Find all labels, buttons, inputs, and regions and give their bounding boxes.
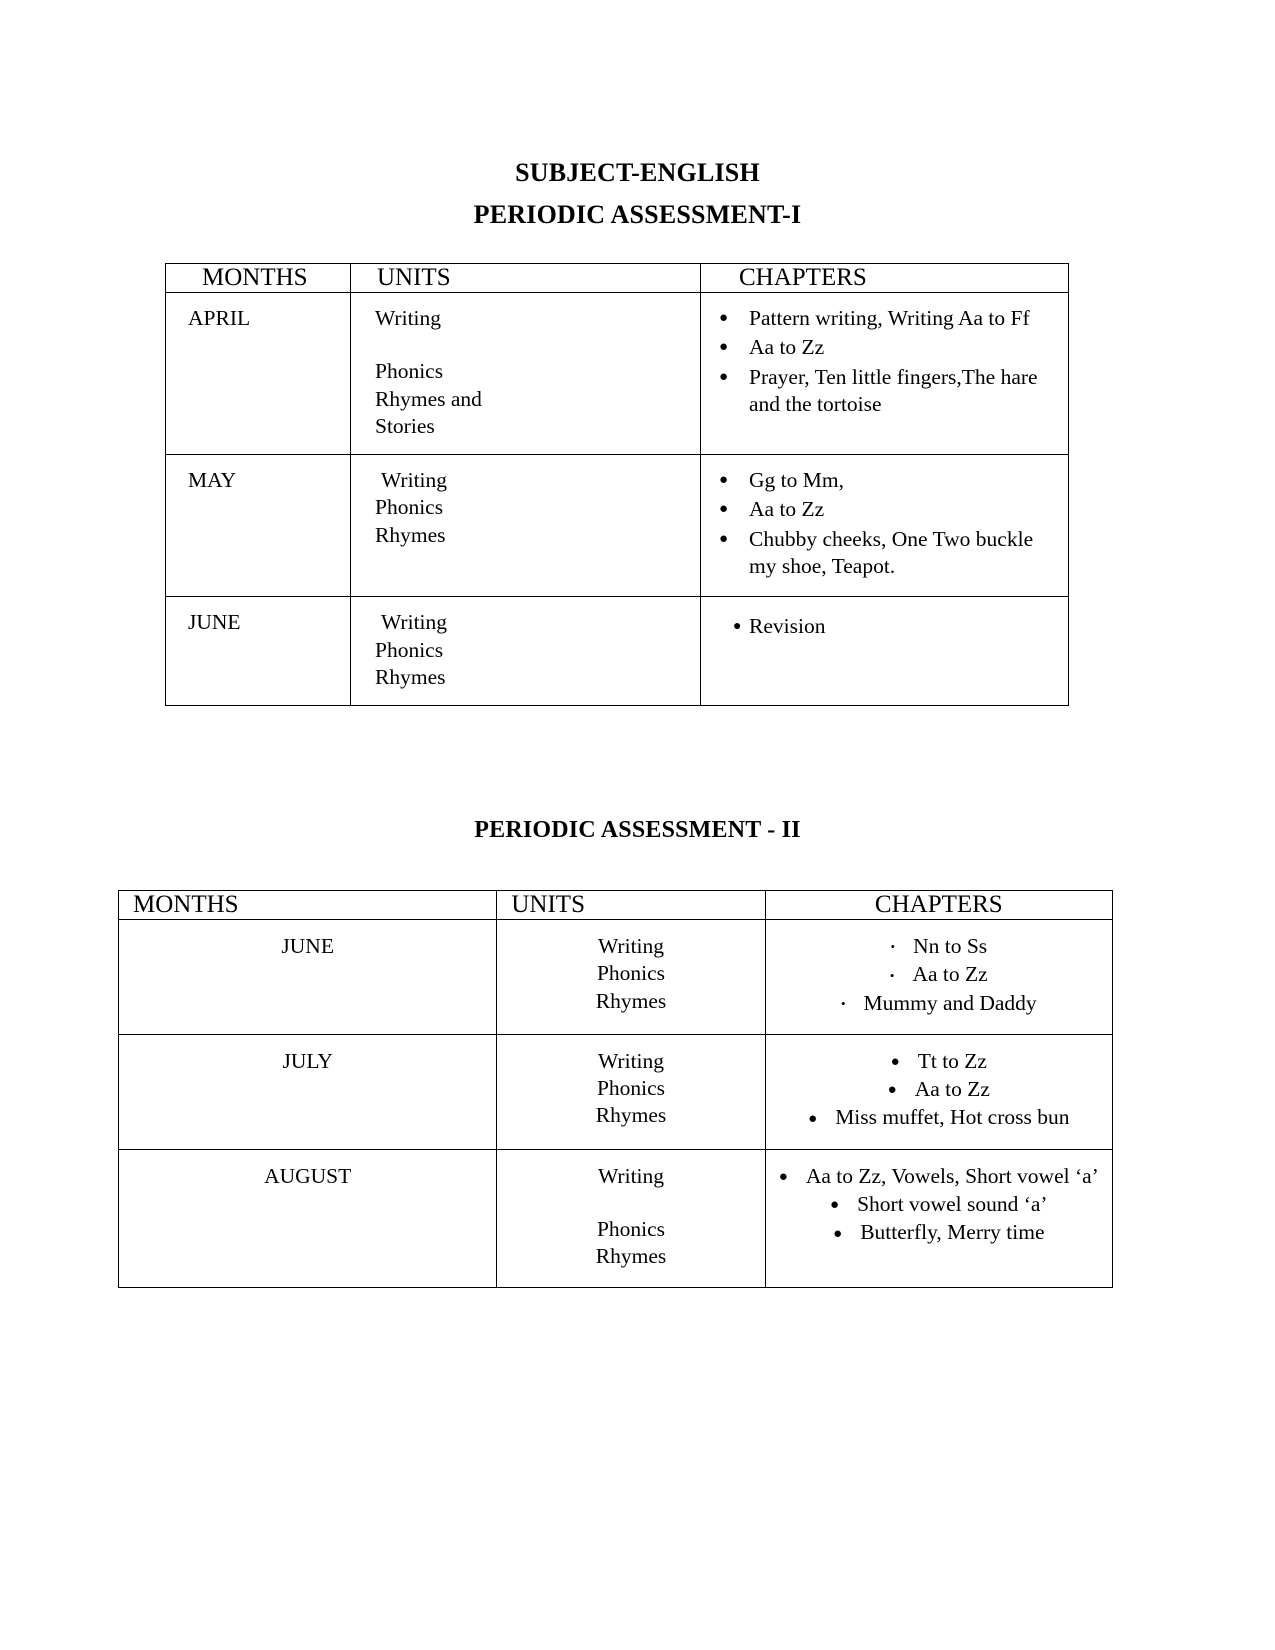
chapter-item: ● Tt to Zz <box>890 1048 987 1073</box>
chapter-list <box>729 613 1056 640</box>
cell-chapters <box>701 597 1069 706</box>
unit-item: Phonics <box>596 1076 666 1101</box>
bullet-icon: ● <box>887 1082 897 1099</box>
bullet-icon: • <box>890 939 896 955</box>
page-title-assessment-2: PERIODIC ASSESSMENT - II <box>474 817 801 843</box>
chapter-item: • Nn to Ss <box>890 934 988 958</box>
unit-item: Writing <box>598 1163 665 1188</box>
chapter-item: ● Aa to Zz <box>887 1077 990 1102</box>
chapter-item: ● Butterfly, Merry time <box>833 1220 1045 1245</box>
unit-item: Writing <box>381 468 448 493</box>
cell-units <box>351 455 701 597</box>
bullet-icon: ● <box>890 1054 900 1071</box>
unit-item: Phonics <box>375 359 444 384</box>
cell-units <box>497 1034 765 1149</box>
table-row <box>166 455 1069 597</box>
table-row <box>166 293 1069 455</box>
column-header-months: MONTHS <box>119 891 497 920</box>
chapter-item: ● Revision <box>729 613 1056 640</box>
unit-item: Writing <box>381 610 448 635</box>
chapter-item: • Aa to Zz <box>889 962 988 987</box>
chapter-list <box>774 1163 1104 1247</box>
unit-item: Phonics <box>596 961 666 986</box>
chapter-list <box>707 467 1056 580</box>
unit-item: Phonics <box>596 1217 666 1242</box>
chapter-item: ● Chubby cheeks, One Two buckle my shoe, Teapot. <box>707 526 1056 581</box>
chapter-item: ● Aa to Zz, Vowels, Short vowel ‘a’ <box>778 1163 1099 1188</box>
bullet-icon: ● <box>830 1197 840 1214</box>
page-title-subject: SUBJECT-ENGLISH <box>515 158 760 187</box>
chapter-item: ● Prayer, Ten little fingers,The hare and the tortoise <box>707 364 1056 419</box>
column-header-months: MONTHS <box>166 264 351 293</box>
cell-month: JUNE <box>119 920 497 1035</box>
unit-item: Writing <box>598 1048 665 1073</box>
cell-units <box>497 1149 765 1287</box>
cell-month: AUGUST <box>119 1149 497 1287</box>
unit-item: Rhymes <box>375 664 446 689</box>
unit-item: Phonics <box>375 637 444 662</box>
unit-item: Rhymes and <box>375 386 482 411</box>
cell-units <box>351 597 701 706</box>
chapter-item: • Mummy and Daddy <box>840 990 1037 1015</box>
chapter-item: ● Aa to Zz <box>707 496 1056 523</box>
chapter-item: ● Pattern writing, Writing Aa to Ff <box>707 305 1056 332</box>
chapter-list <box>774 1048 1104 1132</box>
cell-units <box>497 920 765 1035</box>
unit-item: Rhymes <box>375 522 446 547</box>
unit-item: Rhymes <box>595 1244 667 1269</box>
chapter-item: ● Gg to Mm, <box>707 467 1056 494</box>
chapter-list <box>707 305 1056 418</box>
bullet-icon: • <box>840 996 846 1012</box>
page-title-assessment-1: PERIODIC ASSESSMENT-I <box>473 200 802 229</box>
table-row <box>119 1034 1113 1149</box>
table-header-row <box>166 264 1069 293</box>
cell-month: APRIL <box>166 293 351 455</box>
column-header-units: UNITS <box>351 264 701 293</box>
bullet-icon: ● <box>808 1110 818 1127</box>
cell-units <box>351 293 701 455</box>
table-row <box>119 1149 1113 1287</box>
bullet-icon: ● <box>778 1168 788 1185</box>
periodic-assessment-2-table <box>118 890 1113 1288</box>
chapter-item: ● Short vowel sound ‘a’ <box>830 1192 1048 1217</box>
bullet-icon: • <box>889 967 895 983</box>
column-header-chapters: CHAPTERS <box>765 891 1112 920</box>
table-row <box>119 920 1113 1035</box>
unit-spacer <box>509 1190 752 1216</box>
cell-month: JULY <box>119 1034 497 1149</box>
cell-chapters <box>765 920 1112 1035</box>
unit-item: Stories <box>375 413 435 438</box>
chapter-list <box>774 933 1104 1017</box>
cell-chapters <box>701 455 1069 597</box>
table-header-row <box>119 891 1113 920</box>
bullet-icon: ● <box>833 1225 843 1242</box>
cell-chapters <box>701 293 1069 455</box>
table-row <box>166 597 1069 706</box>
cell-month: MAY <box>166 455 351 597</box>
column-header-chapters: CHAPTERS <box>701 264 1069 293</box>
chapter-item: ● Aa to Zz <box>707 334 1056 361</box>
unit-item: Phonics <box>375 495 444 520</box>
unit-item: Rhymes <box>595 1103 667 1128</box>
column-header-units: UNITS <box>497 891 765 920</box>
unit-item: Writing <box>598 934 665 958</box>
cell-chapters <box>765 1149 1112 1287</box>
cell-month: JUNE <box>166 597 351 706</box>
cell-chapters <box>765 1034 1112 1149</box>
unit-item: Rhymes <box>595 988 667 1013</box>
unit-item: Writing <box>375 306 442 330</box>
chapter-item: ● Miss muffet, Hot cross bun <box>808 1105 1070 1130</box>
periodic-assessment-1-table <box>165 263 1069 706</box>
unit-spacer <box>375 332 688 358</box>
